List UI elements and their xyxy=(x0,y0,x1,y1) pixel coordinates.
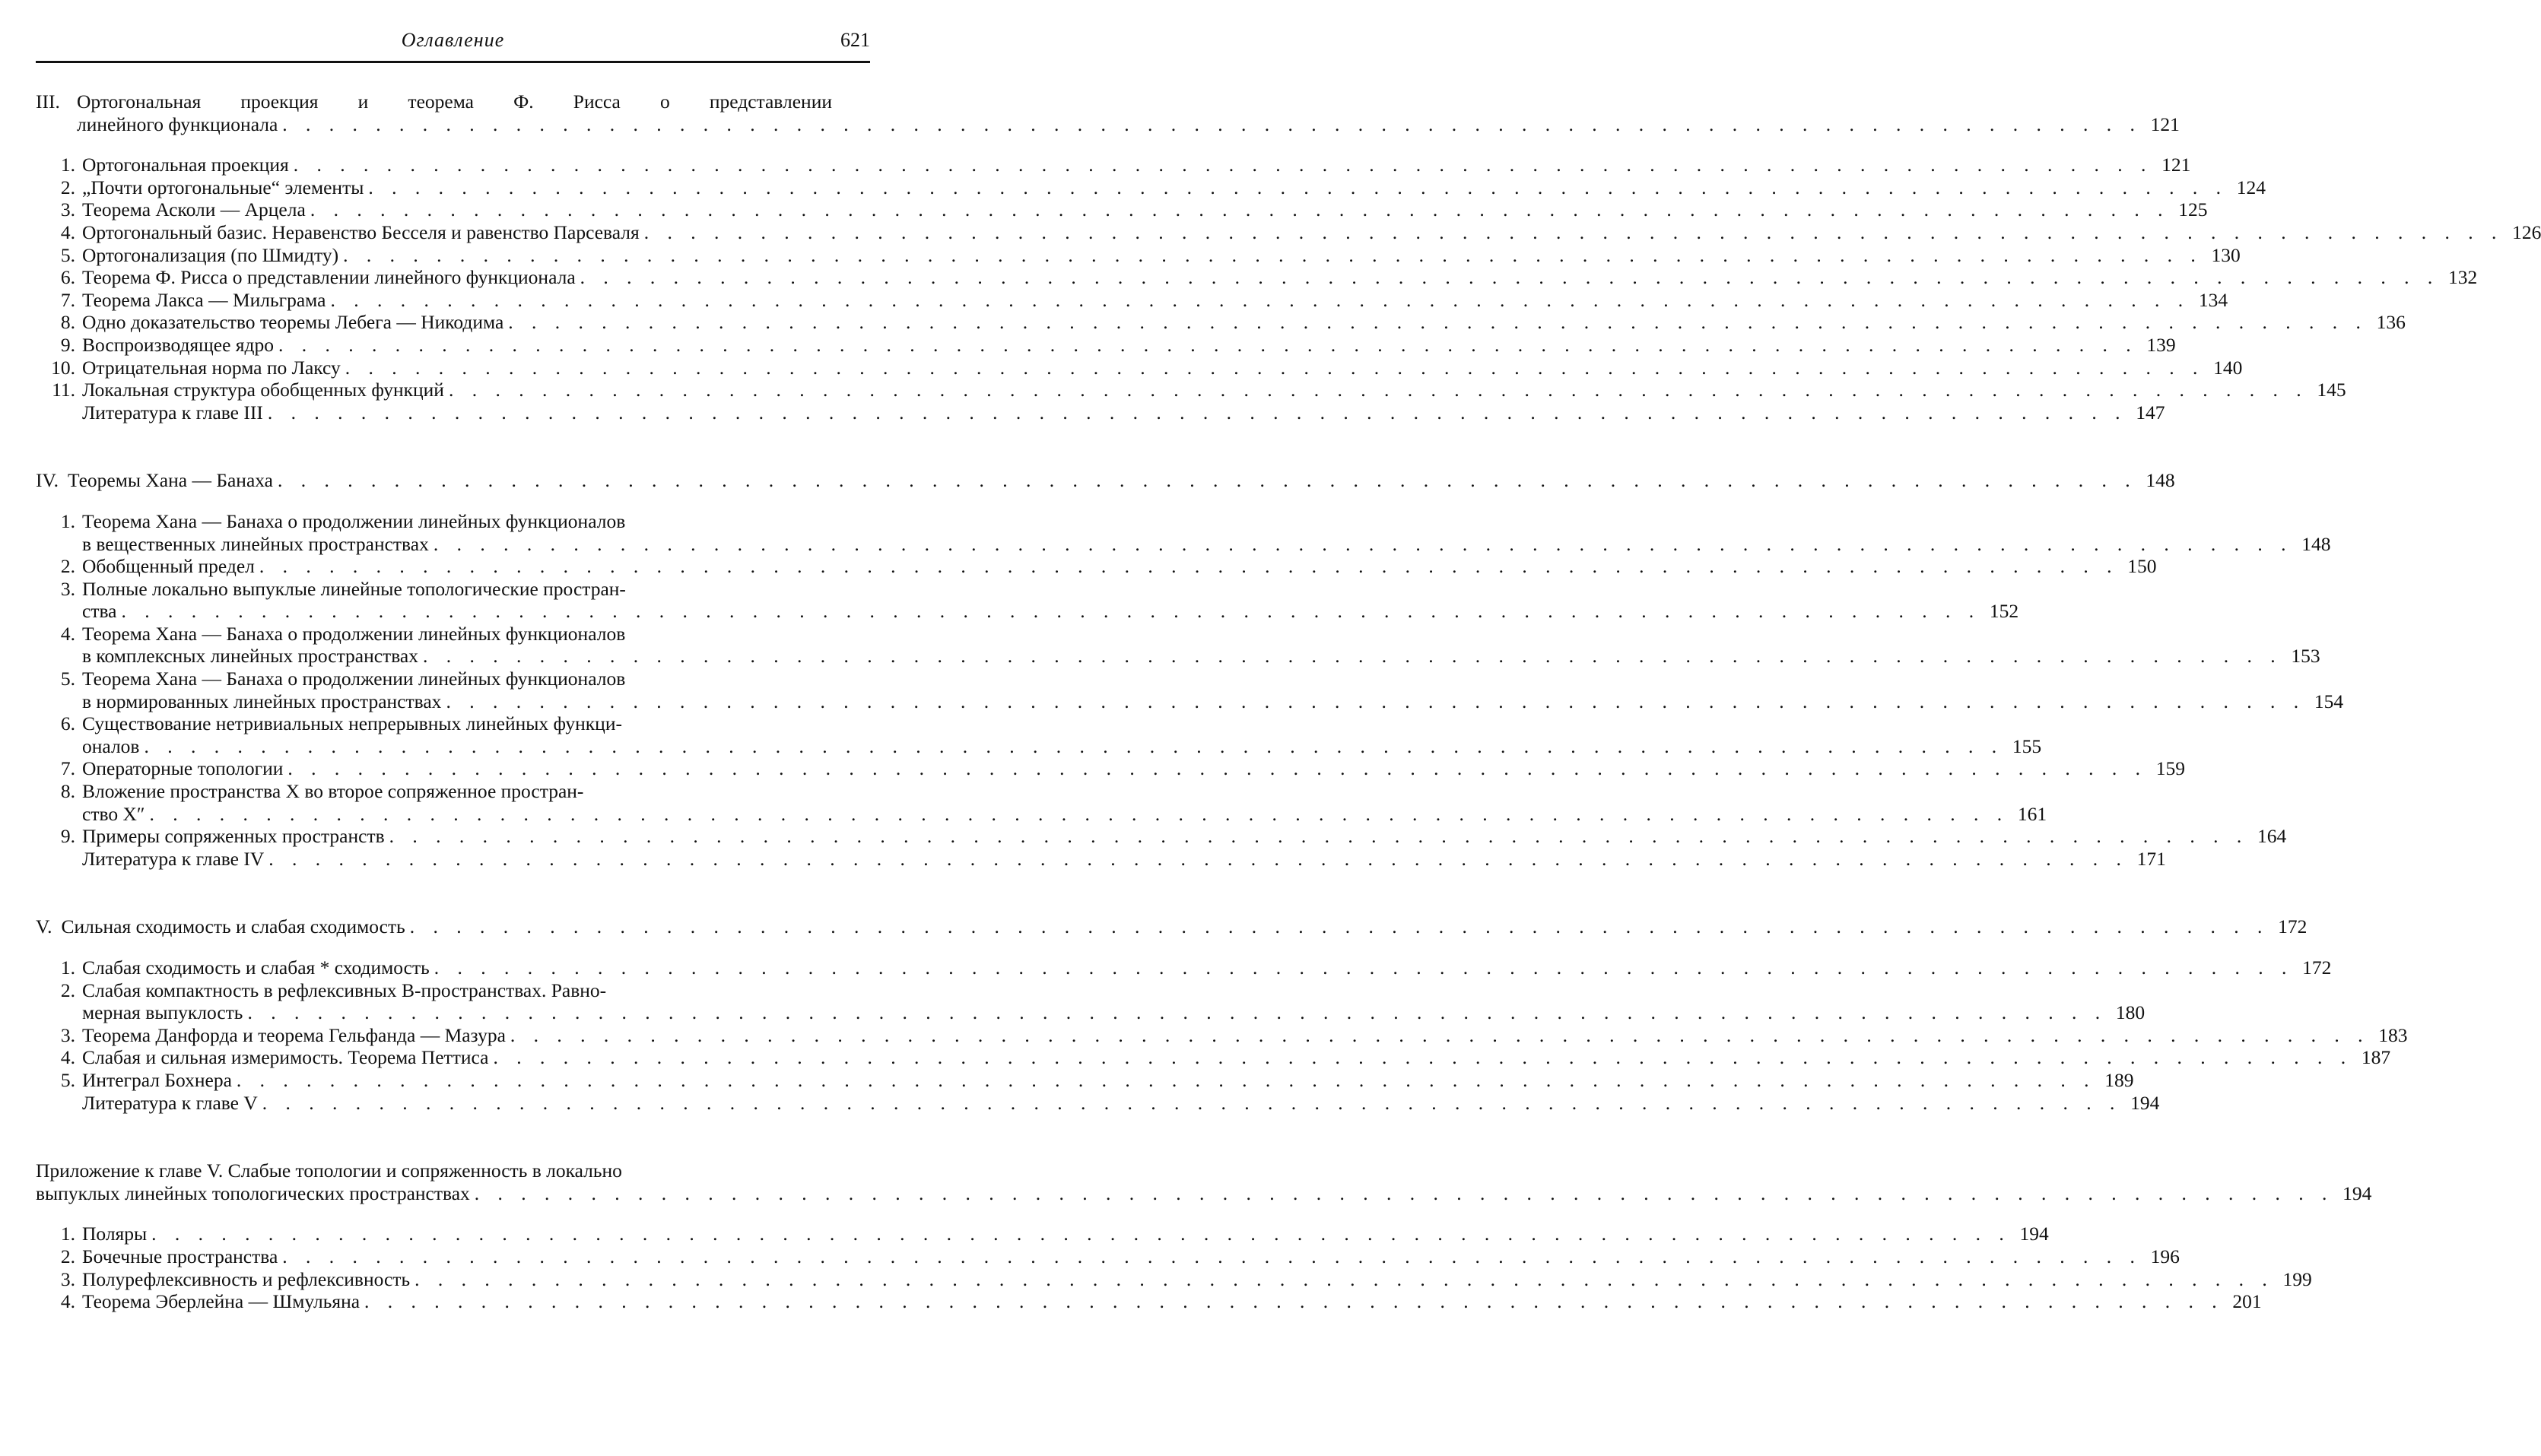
appendix xyxy=(36,1159,870,1313)
entry-number: 1. xyxy=(36,1223,75,1245)
leader-dots xyxy=(415,1268,2274,1291)
leader-dots xyxy=(237,1069,2096,1092)
entry-number: 3. xyxy=(36,1024,75,1047)
page-ref: 150 xyxy=(2125,555,2157,578)
toc-entry[interactable] xyxy=(36,510,870,533)
leader-dots xyxy=(510,1024,2370,1047)
entry-text: в нормированных линейных пространствах xyxy=(82,690,441,713)
page-ref: 125 xyxy=(2175,198,2207,221)
entry-number: 9. xyxy=(36,825,75,848)
leader-dots xyxy=(580,266,2440,289)
chapter-4 xyxy=(36,469,870,870)
entry-text: в комплексных линейных пространствах xyxy=(82,645,418,668)
toc-entry-cont[interactable] xyxy=(36,1001,870,1024)
page-ref: 194 xyxy=(2339,1182,2371,1205)
entry-text: Ортогональный базис. Неравенство Бесселя и равенство Парсеваля xyxy=(82,221,640,244)
page-ref: 124 xyxy=(2234,176,2266,199)
page-ref: 136 xyxy=(2374,311,2406,334)
page-ref: 201 xyxy=(2230,1290,2262,1313)
page-ref: 159 xyxy=(2153,757,2185,780)
entry-number: 6. xyxy=(36,712,75,735)
entry-text: Теорема Эберлейна — Шмульяна xyxy=(82,1290,360,1313)
toc-entry[interactable] xyxy=(36,1069,870,1092)
entry-text: Одно доказательство теоремы Лебега — Никодима xyxy=(82,311,503,334)
entry-text: Существование нетривиальных непрерывных линейных функци- xyxy=(82,712,832,735)
page-ref: 154 xyxy=(2311,690,2343,713)
toc-entry-cont[interactable] xyxy=(36,735,870,758)
literature-text: Литература к главе III xyxy=(82,401,263,424)
entry-number: 4. xyxy=(36,1046,75,1069)
chapter-5 xyxy=(36,915,870,1114)
toc-entry[interactable] xyxy=(36,668,870,690)
entry-number: 8. xyxy=(36,311,75,334)
entry-text: Операторные топологии xyxy=(82,757,283,780)
entry-text: Вложение пространства X во второе сопряженное простран- xyxy=(82,780,832,803)
page-ref: 152 xyxy=(1987,600,2019,623)
leader-dots xyxy=(294,154,2153,176)
page-ref: 153 xyxy=(2288,645,2320,668)
entry-text: Поляры xyxy=(82,1223,147,1245)
entry-text: Теорема Асколи — Арцела xyxy=(82,198,306,221)
toc-entry[interactable] xyxy=(36,979,870,1002)
toc-entry-cont[interactable] xyxy=(36,600,870,623)
toc-entry[interactable] xyxy=(36,311,870,334)
entry-text: „Почти ортогональные“ элементы xyxy=(82,176,364,199)
page-ref: 171 xyxy=(2134,848,2166,871)
toc-entry[interactable] xyxy=(36,757,870,780)
toc-entry[interactable] xyxy=(36,555,870,578)
entry-number: 4. xyxy=(36,221,75,244)
header-title: Оглавление xyxy=(36,29,870,52)
page-ref: 132 xyxy=(2445,266,2477,289)
leader-dots xyxy=(310,198,2170,221)
chapter-3 xyxy=(36,90,870,423)
entry-number: 2. xyxy=(36,176,75,199)
leader-dots xyxy=(268,401,2127,424)
entry-number: 2. xyxy=(36,555,75,578)
entry-text: Слабая и сильная измеримость. Теорема Петтиса xyxy=(82,1046,488,1069)
entry-text: Обобщенный предел xyxy=(82,555,255,578)
toc-entry[interactable] xyxy=(36,154,870,176)
page-ref: 183 xyxy=(2376,1024,2408,1047)
toc-entry[interactable] xyxy=(36,1046,870,1069)
page-ref: 121 xyxy=(2158,154,2190,176)
leader-dots xyxy=(423,645,2282,668)
entry-number: 3. xyxy=(36,1268,75,1291)
toc-entry[interactable] xyxy=(36,623,870,646)
entry-number: 10. xyxy=(36,357,75,379)
entry-text: Теорема Лакса — Мильграма xyxy=(82,289,326,312)
page-ref: 172 xyxy=(2299,956,2331,979)
entry-number: 8. xyxy=(36,780,75,803)
entry-number: 3. xyxy=(36,578,75,601)
entry-text: Отрицательная норма по Лаксу xyxy=(82,357,341,379)
page-ref: 126 xyxy=(2509,221,2541,244)
toc-entry-cont[interactable] xyxy=(36,645,870,668)
toc-entry[interactable] xyxy=(36,1268,870,1291)
leader-dots xyxy=(389,825,2249,848)
leader-dots xyxy=(330,289,2190,312)
literature-text: Литература к главе IV xyxy=(82,848,264,871)
page-ref: 148 xyxy=(2298,533,2330,556)
entry-number: 4. xyxy=(36,1290,75,1313)
literature-entry[interactable] xyxy=(36,848,870,871)
entry-number: 7. xyxy=(36,757,75,780)
leader-dots xyxy=(151,1223,2011,1245)
chapter-number: IV. xyxy=(36,469,59,492)
page-ref: 180 xyxy=(2113,1001,2145,1024)
entry-text: Слабая компактность в рефлексивных B-пространствах. Равно- xyxy=(82,979,832,1002)
toc-entry-cont[interactable] xyxy=(36,533,870,556)
toc-entry-cont[interactable] xyxy=(36,803,870,826)
chapter-title-text: Ортогональная проекция и теорема Ф. Рисса о представлении xyxy=(77,90,832,113)
leader-dots xyxy=(343,244,2203,267)
leader-dots xyxy=(434,533,2293,556)
entry-number: 5. xyxy=(36,1069,75,1092)
appendix-title-cont[interactable] xyxy=(36,1182,870,1205)
entry-number: 1. xyxy=(36,510,75,533)
leader-dots xyxy=(150,803,2009,826)
literature-entry[interactable] xyxy=(36,1092,870,1115)
entry-text: Интеграл Бохнера xyxy=(82,1069,232,1092)
chapter-title[interactable] xyxy=(36,90,870,113)
page-ref: 155 xyxy=(2009,735,2041,758)
leader-dots xyxy=(364,1290,2224,1313)
appendix-title-text: выпуклых линейных топологических пространствах xyxy=(36,1182,470,1205)
page-ref: 189 xyxy=(2102,1069,2134,1092)
entry-text: Ортогонализация (по Шмидту) xyxy=(82,244,338,267)
leader-dots xyxy=(259,555,2119,578)
toc-entry[interactable] xyxy=(36,357,870,379)
page-ref: 194 xyxy=(2017,1223,2049,1245)
appendix-title-text: Приложение к главе V. Слабые топологии и сопряженность в локально xyxy=(36,1159,832,1182)
entry-number: 5. xyxy=(36,244,75,267)
chapter-number: III. xyxy=(36,90,68,113)
toc-entry[interactable] xyxy=(36,1290,870,1313)
page-ref: 148 xyxy=(2143,469,2175,492)
entry-number: 1. xyxy=(36,956,75,979)
toc-entry[interactable] xyxy=(36,221,870,244)
entry-text: Теорема Хана — Банаха о продолжении линейных функционалов xyxy=(82,623,832,646)
entry-text: Полные локально выпуклые линейные топологические простран- xyxy=(82,578,832,601)
toc-entry[interactable] xyxy=(36,198,870,221)
entry-text: Бочечные пространства xyxy=(82,1245,278,1268)
page-ref: 161 xyxy=(2015,803,2047,826)
entry-number: 2. xyxy=(36,979,75,1002)
page-ref: 194 xyxy=(2127,1092,2159,1115)
page-ref: 172 xyxy=(2275,915,2307,938)
entry-text: Локальная структура обобщенных функций xyxy=(82,379,444,401)
chapter-title-cont[interactable] xyxy=(36,113,870,136)
page-ref: 147 xyxy=(2133,401,2165,424)
entry-text: Воспроизводящее ядро xyxy=(82,334,274,357)
toc-entry[interactable] xyxy=(36,780,870,803)
entry-text: в вещественных линейных пространствах xyxy=(82,533,429,556)
leader-dots xyxy=(446,690,2305,713)
chapter-title-text: линейного функционала xyxy=(77,113,278,136)
leader-dots xyxy=(508,311,2368,334)
leader-dots xyxy=(268,848,2128,871)
leader-dots xyxy=(345,357,2205,379)
toc-page xyxy=(36,27,870,1313)
entry-number: 1. xyxy=(36,154,75,176)
entry-number: 2. xyxy=(36,1245,75,1268)
toc-entry[interactable] xyxy=(36,334,870,357)
toc-entry[interactable] xyxy=(36,1024,870,1047)
chapter-title[interactable] xyxy=(36,469,870,492)
entry-text: ства xyxy=(82,600,116,623)
toc-entry[interactable] xyxy=(36,1245,870,1268)
toc-entry[interactable] xyxy=(36,266,870,289)
entry-text: мерная выпуклость xyxy=(82,1001,243,1024)
toc-entry[interactable] xyxy=(36,956,870,979)
leader-dots xyxy=(434,956,2294,979)
literature-entry[interactable] xyxy=(36,401,870,424)
page-ref: 199 xyxy=(2280,1268,2312,1291)
leader-dots xyxy=(121,600,1980,623)
page-ref: 187 xyxy=(2358,1046,2390,1069)
chapter-title-text: Сильная сходимость и слабая сходимость xyxy=(62,915,405,938)
leader-dots xyxy=(410,915,2269,938)
leader-dots xyxy=(278,334,2138,357)
leader-dots xyxy=(287,757,2147,780)
entry-number: 4. xyxy=(36,623,75,646)
leader-dots xyxy=(262,1092,2122,1115)
toc-entry[interactable] xyxy=(36,578,870,601)
chapter-title[interactable] xyxy=(36,915,870,938)
chapter-number: V. xyxy=(36,915,52,938)
leader-dots xyxy=(144,735,2003,758)
entry-text: Теорема Данфорда и теорема Гельфанда — Мазура xyxy=(82,1024,506,1047)
page-ref: 164 xyxy=(2254,825,2286,848)
page-ref: 121 xyxy=(2148,113,2180,136)
leader-dots xyxy=(475,1182,2334,1205)
entry-text: Теорема Хана — Банаха о продолжении линейных функционалов xyxy=(82,510,832,533)
entry-number: 9. xyxy=(36,334,75,357)
leader-dots xyxy=(278,469,2137,492)
toc-entry[interactable] xyxy=(36,712,870,735)
page-ref: 145 xyxy=(2314,379,2346,401)
entry-number: 6. xyxy=(36,266,75,289)
leader-dots xyxy=(247,1001,2107,1024)
toc-entry[interactable] xyxy=(36,289,870,312)
toc-entry[interactable] xyxy=(36,1223,870,1245)
entry-text: Ортогональная проекция xyxy=(82,154,289,176)
page-ref: 140 xyxy=(2210,357,2242,379)
chapter-title-text: Теоремы Хана — Банаха xyxy=(68,469,273,492)
literature-text: Литература к главе V xyxy=(82,1092,258,1115)
entry-text: Теорема Ф. Рисса о представлении линейного функционала xyxy=(82,266,576,289)
toc-entry[interactable] xyxy=(36,825,870,848)
leader-dots xyxy=(282,113,2142,136)
entry-text: Теорема Хана — Банаха о продолжении линейных функционалов xyxy=(82,668,832,690)
leader-dots xyxy=(644,221,2504,244)
entry-text: Полурефлексивность и рефлексивность xyxy=(82,1268,410,1291)
leader-dots xyxy=(449,379,2308,401)
page-ref: 130 xyxy=(2209,244,2241,267)
page-ref: 134 xyxy=(2196,289,2228,312)
page-ref: 196 xyxy=(2148,1245,2180,1268)
page-ref: 139 xyxy=(2144,334,2176,357)
entry-number: 3. xyxy=(36,198,75,221)
toc-entry[interactable] xyxy=(36,244,870,267)
appendix-title[interactable] xyxy=(36,1159,870,1182)
entry-number: 11. xyxy=(36,379,75,401)
entry-text: ство X″ xyxy=(82,803,145,826)
leader-dots xyxy=(368,176,2228,199)
leader-dots xyxy=(493,1046,2352,1069)
entry-number: 5. xyxy=(36,668,75,690)
toc-entry[interactable] xyxy=(36,379,870,401)
leader-dots xyxy=(282,1245,2142,1268)
toc-entry[interactable] xyxy=(36,176,870,199)
entry-text: Слабая сходимость и слабая * сходимость xyxy=(82,956,430,979)
entry-text: оналов xyxy=(82,735,139,758)
entry-text: Примеры сопряженных пространств xyxy=(82,825,385,848)
entry-number: 7. xyxy=(36,289,75,312)
header-page-number: 621 xyxy=(840,29,870,52)
toc-entry-cont[interactable] xyxy=(36,690,870,713)
page-header xyxy=(36,27,870,63)
